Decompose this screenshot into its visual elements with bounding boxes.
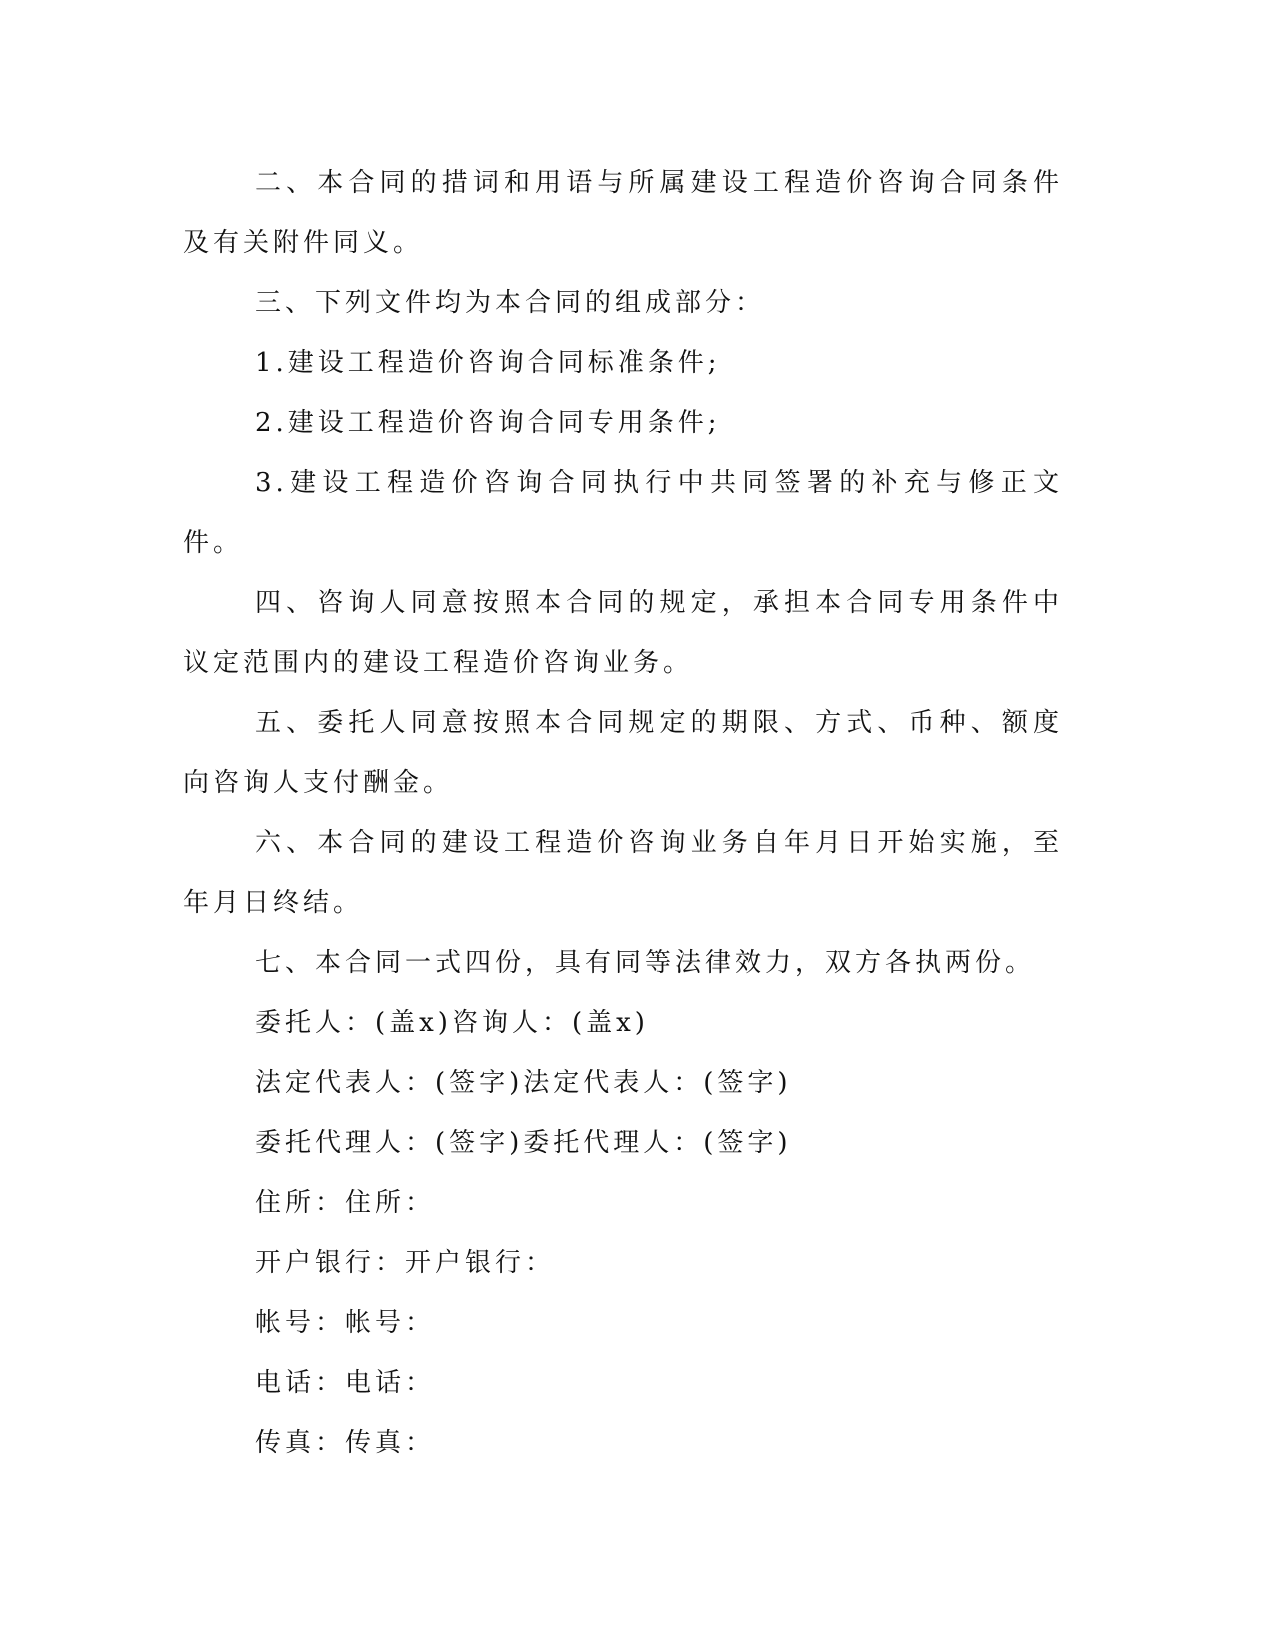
clause-7: 七、本合同一式四份，具有同等法律效力，双方各执两份。: [255, 948, 1036, 978]
signature-line-address: 住所：住所：: [255, 1188, 436, 1218]
clause-3-item-1: 1.建设工程造价咨询合同标准条件;: [255, 348, 721, 378]
signature-line-fax: 传真：传真：: [255, 1428, 436, 1458]
clause-3-item-3: 3.建设工程造价咨询合同执行中共同签署的补充与修正文件。: [183, 468, 1063, 558]
clause-5: 五、委托人同意按照本合同规定的期限、方式、币种、额度向咨询人支付酬金。: [183, 708, 1063, 798]
signature-block: [183, 993, 1063, 1473]
signature-line-bank: 开户银行：开户银行：: [255, 1248, 556, 1278]
clause-4: 四、咨询人同意按照本合同的规定，承担本合同专用条件中议定范围内的建设工程造价咨询业务。: [183, 588, 1063, 678]
signature-line-account: 帐号：帐号：: [255, 1308, 436, 1338]
signature-line-legal-rep: 法定代表人：(签字)法定代表人：(签字): [255, 1068, 792, 1098]
clause-3-item-2: 2.建设工程造价咨询合同专用条件;: [255, 408, 721, 438]
clause-3: 三、下列文件均为本合同的组成部分：: [255, 288, 766, 318]
signature-line-principal: 委托人：(盖x)咨询人：(盖x): [255, 1008, 649, 1038]
document-body: [183, 153, 1063, 1473]
signature-line-agent: 委托代理人：(签字)委托代理人：(签字): [255, 1128, 792, 1158]
clause-2: 二、本合同的措词和用语与所属建设工程造价咨询合同条件及有关附件同义。: [183, 168, 1063, 258]
signature-line-phone: 电话：电话：: [255, 1368, 436, 1398]
clause-6: 六、本合同的建设工程造价咨询业务自年月日开始实施，至年月日终结。: [183, 828, 1063, 918]
